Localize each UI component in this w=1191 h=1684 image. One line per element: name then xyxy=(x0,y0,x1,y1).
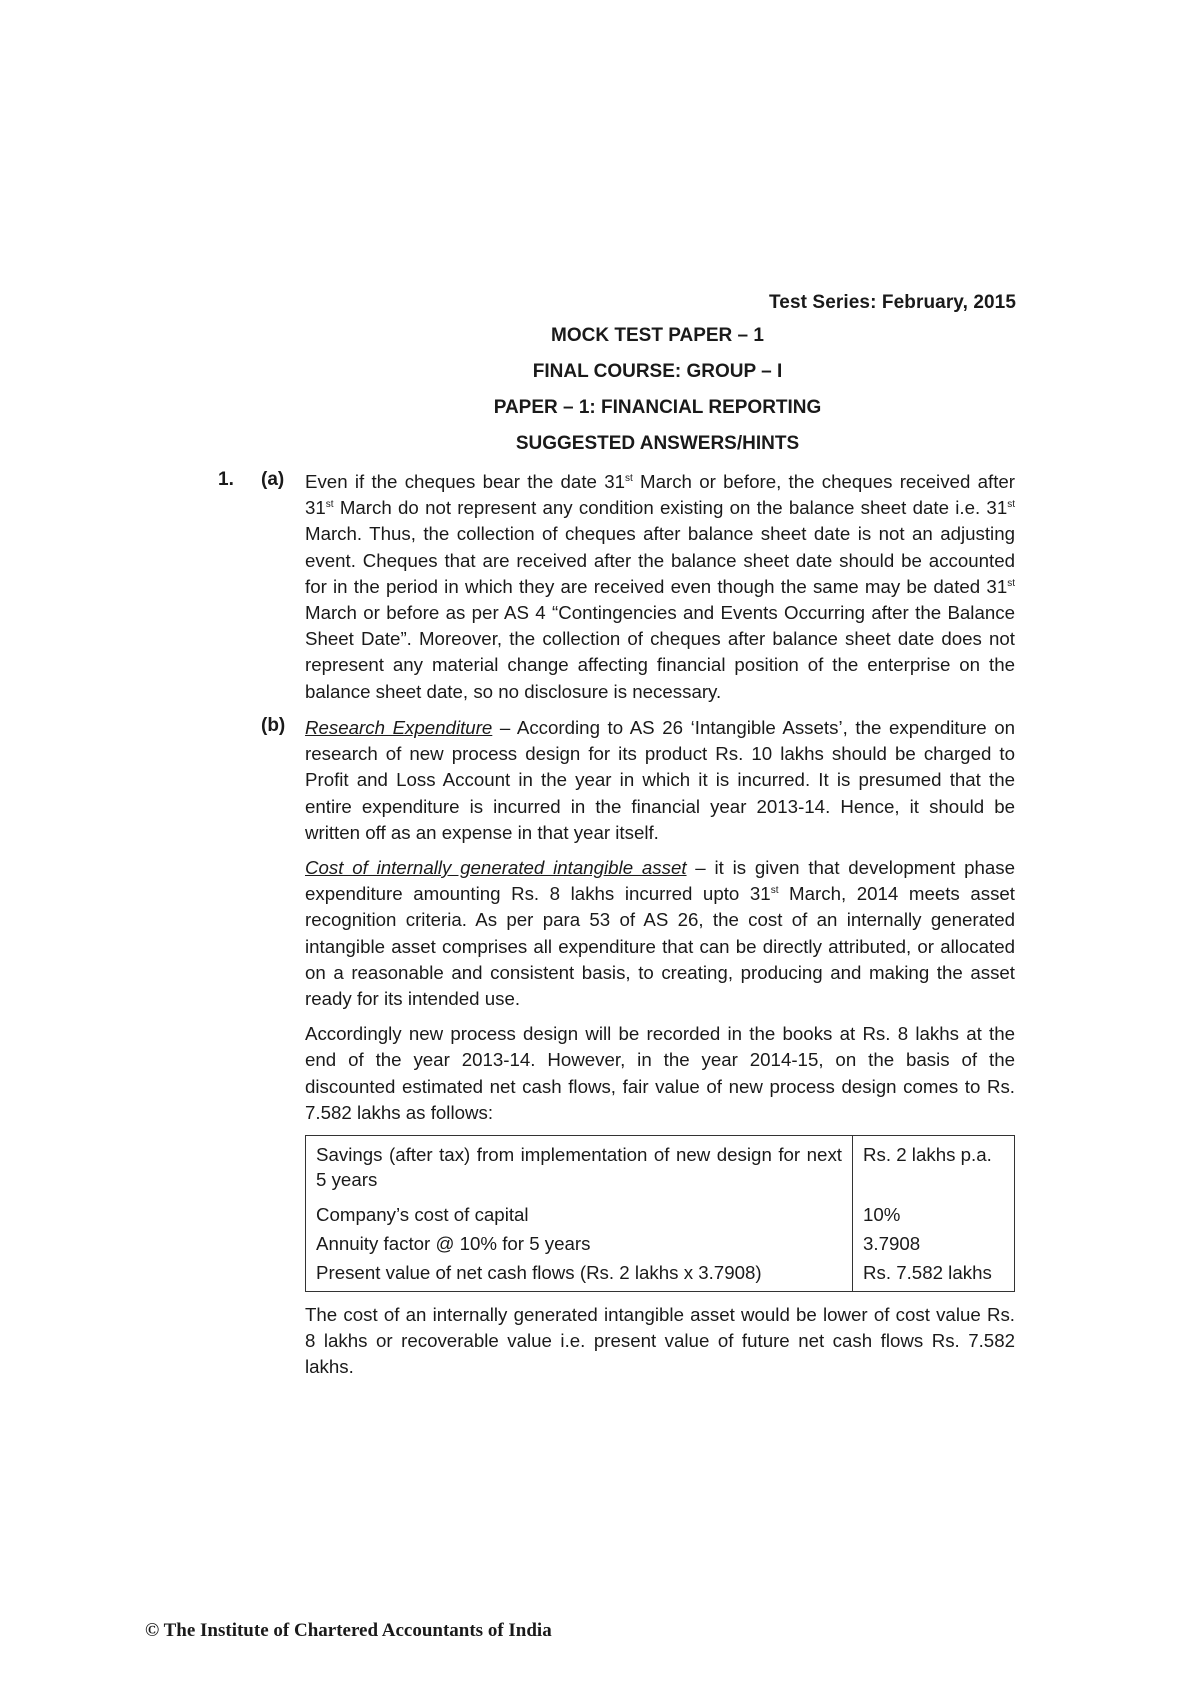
table-cell-value: Rs. 2 lakhs p.a. xyxy=(853,1136,1015,1201)
part-a-content xyxy=(305,469,1015,714)
paper-subtitle: SUGGESTED ANSWERS/HINTS xyxy=(515,433,800,454)
table-cell-description: Annuity factor @ 10% for 5 years xyxy=(306,1229,853,1258)
course-title: FINAL COURSE: GROUP – I xyxy=(532,361,783,382)
part-a-label: (a) xyxy=(261,469,285,490)
table-cell-value: 3.7908 xyxy=(853,1229,1015,1258)
part-a-text: Even if the cheques bear the date 31st March or before, the cheques received after 31st March do not represent any condition existing on the balance sheet date i.e. 31st March. Thus, the collection of cheques after balance sheet date is not an adjusting event. Cheques that are received after the balance sheet date should be accounted for in the period in which they are received even though the same may be dated 31st March or before as per AS 4 “Contingencies and Events Occurring after the Balance Sheet Date”. Moreover, the collection of cheques after balance sheet date does not represent any material change affecting financial position of the enterprise on the balance sheet date, so no disclosure is necessary. xyxy=(305,471,1015,702)
research-expenditure-heading: Research Expenditure xyxy=(305,717,493,738)
intangible-asset-text: – it is given that development phase expenditure amounting Rs. 8 lakhs incurred upto 31st March, 2014 meets asset recognition criteria. As per para 53 of AS 26, the cost of an internally generated intangible asset comprises all expenditure that can be directly attributed, or allocated on a reasonable and consistent basis, to creating, producing and making the asset ready for its intended use. xyxy=(305,857,1015,1010)
table-cell-value: 10% xyxy=(853,1200,1015,1229)
table-cell-description: Company’s cost of capital xyxy=(306,1200,853,1229)
intangible-asset-heading: Cost of internally generated intangible asset xyxy=(305,857,687,879)
table-cell-value: Rs. 7.582 lakhs xyxy=(853,1258,1015,1292)
question-number: 1. xyxy=(218,469,234,490)
table-row xyxy=(306,1229,1015,1258)
table-row xyxy=(306,1136,1015,1201)
research-expenditure-paragraph xyxy=(305,715,1015,846)
test-series-label: Test Series: February, 2015 xyxy=(768,292,1016,313)
table-row xyxy=(306,1200,1015,1229)
conclusion-paragraph: The cost of an internally generated intangible asset would be lower of cost value Rs. 8 lakhs or recoverable value i.e. present value of future net cash flows Rs. 7.582 lakhs. xyxy=(305,1304,1015,1378)
part-b-label: (b) xyxy=(261,715,286,736)
part-a-paragraph xyxy=(305,469,1015,705)
fair-value-paragraph: Accordingly new process design will be recorded in the books at Rs. 8 lakhs at the end of the year 2013-14. However, in the year 2014-15, on the basis of the discounted estimated net cash flows, fair value of new process design comes to Rs. 7.582 lakhs as follows: xyxy=(305,1023,1015,1123)
copyright-footer: © The Institute of Chartered Accountants of India xyxy=(145,1620,552,1641)
paper-title: MOCK TEST PAPER – 1 xyxy=(551,325,764,346)
paper-subject: PAPER – 1: FINANCIAL REPORTING xyxy=(493,397,822,418)
research-expenditure-text: – According to AS 26 ‘Intangible Assets’, the expenditure on research of new process design for its product Rs. 10 lakhs should be charged to Profit and Loss Account in the year in which it is incurred. It is presumed that the entire expenditure is incurred in the financial year 2013-14. Hence, it should be written off as an expense in that year itself. xyxy=(305,717,1015,843)
table-cell-description: Present value of net cash flows (Rs. 2 lakhs x 3.7908) xyxy=(306,1258,853,1292)
intangible-asset-paragraph xyxy=(305,855,1015,1012)
part-b-content xyxy=(305,715,1015,1390)
table-row xyxy=(306,1258,1015,1292)
present-value-table xyxy=(305,1135,1015,1292)
table-cell-description: Savings (after tax) from implementation of new design for next 5 years xyxy=(306,1136,853,1201)
